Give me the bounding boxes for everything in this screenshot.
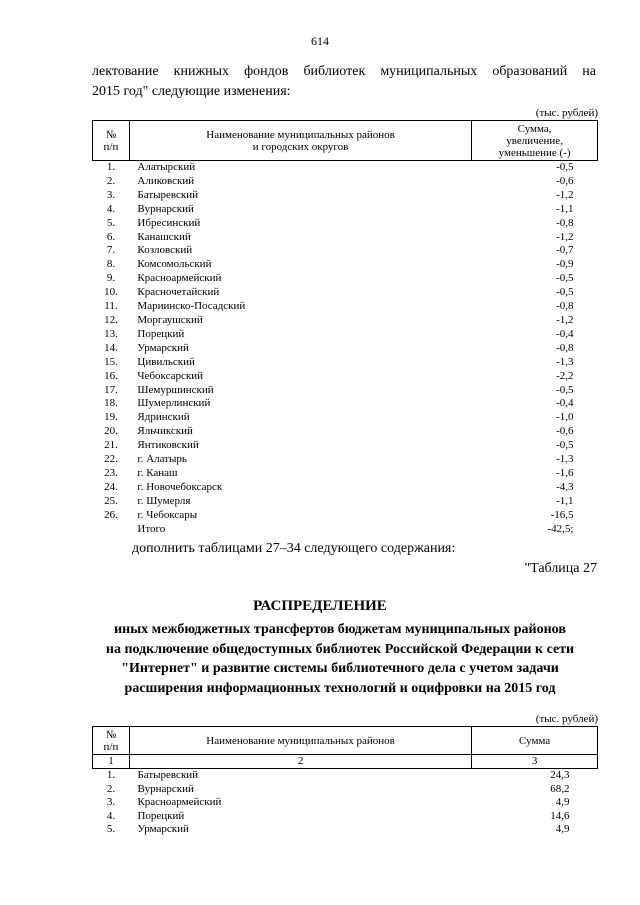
district-name: Канашский bbox=[137, 230, 191, 243]
amount: -0,4 bbox=[556, 397, 574, 410]
row-number: 26. bbox=[104, 508, 118, 521]
index-cell: 1 bbox=[93, 755, 130, 769]
amount: 14,6 bbox=[550, 809, 570, 822]
row-number: 8. bbox=[106, 258, 116, 271]
row-number: 2. bbox=[106, 782, 116, 795]
district-name: Батыревский bbox=[137, 769, 199, 782]
heading-line-4: расширения информационных технологий и оцифровки на 2015 год bbox=[124, 680, 556, 696]
amount: -0,5 bbox=[556, 286, 574, 299]
row-number: 16. bbox=[104, 369, 118, 382]
table-row bbox=[93, 495, 598, 509]
row-number: 2. bbox=[106, 174, 116, 187]
continuation-text: дополнить таблицами 27–34 следующего содержания: bbox=[132, 541, 456, 556]
table-row bbox=[93, 328, 598, 342]
district-name: Козловский bbox=[137, 244, 193, 257]
row-number: 6. bbox=[106, 230, 116, 243]
row-number: 10. bbox=[104, 286, 118, 299]
table-row bbox=[93, 467, 598, 481]
district-name: г. Шумерля bbox=[137, 494, 191, 507]
row-number: 1. bbox=[106, 769, 116, 782]
page-number: 614 bbox=[311, 34, 329, 48]
header-name-line2: и городских округов bbox=[252, 140, 349, 153]
header-sum-line3: уменьшение (-) bbox=[498, 146, 571, 159]
row-number: 7. bbox=[106, 244, 116, 257]
table-row bbox=[93, 217, 598, 231]
row-number: 22. bbox=[104, 453, 118, 466]
amount: 24,3 bbox=[550, 769, 570, 782]
heading-line-3: "Интернет" и развитие системы библиотечного дела с учетом задачи bbox=[121, 661, 559, 676]
table-row bbox=[93, 244, 598, 258]
table-row bbox=[93, 189, 598, 203]
header-sum-line1: Сумма, bbox=[517, 122, 552, 135]
table2-header-row bbox=[93, 727, 598, 755]
district-name: Шумерлинский bbox=[137, 397, 211, 410]
district-name: Урмарский bbox=[137, 341, 189, 354]
row-number: 23. bbox=[104, 466, 118, 479]
table1-header-name bbox=[129, 121, 471, 161]
row-number: 25. bbox=[104, 494, 118, 507]
total-row bbox=[93, 523, 598, 537]
district-name: Цивильский bbox=[137, 355, 195, 368]
amount: -0,6 bbox=[556, 174, 574, 187]
table1-header-row bbox=[93, 121, 598, 161]
header-name-line1: Наименование муниципальных районов bbox=[206, 128, 395, 141]
table-row bbox=[93, 425, 598, 439]
amount: -0,6 bbox=[556, 425, 574, 438]
district-name: Аликовский bbox=[137, 174, 195, 187]
amount: -1,1 bbox=[556, 494, 574, 507]
table-row bbox=[93, 231, 598, 245]
district-name: Ядринский bbox=[137, 411, 190, 424]
district-name: Красноармейский bbox=[137, 796, 222, 809]
district-name: Урмарский bbox=[137, 823, 189, 836]
amount: -0,5 bbox=[556, 272, 574, 285]
table1-unit: (тыс. рублей) bbox=[535, 107, 598, 119]
amount: -0,9 bbox=[556, 258, 574, 271]
table-row bbox=[93, 810, 598, 823]
header-no-line2: п/п bbox=[103, 140, 119, 153]
row-number: 13. bbox=[104, 327, 118, 340]
row-number: 9. bbox=[106, 272, 116, 285]
row-number: 20. bbox=[104, 425, 118, 438]
heading-line-1: иных межбюджетных трансфертов бюджетам муниципальных районов bbox=[114, 622, 566, 637]
row-number: 24. bbox=[104, 480, 118, 493]
amount: -1,2 bbox=[556, 230, 574, 243]
amount: -1,0 bbox=[556, 411, 574, 424]
table-row bbox=[93, 411, 598, 425]
t2-header-no-line2: п/п bbox=[103, 740, 119, 753]
row-number: 3. bbox=[106, 796, 116, 809]
table2-unit: (тыс. рублей) bbox=[535, 713, 598, 725]
table1-header-sum bbox=[472, 121, 598, 161]
district-name: Вурнарский bbox=[137, 202, 194, 215]
district-name: Янтиковский bbox=[137, 439, 199, 452]
intro-line-2: 2015 год" следующие изменения: bbox=[92, 84, 291, 99]
table-row bbox=[93, 769, 598, 783]
table-row bbox=[93, 175, 598, 189]
header-sum-line2: увеличение, bbox=[506, 134, 563, 147]
district-name: г. Чебоксары bbox=[137, 508, 198, 521]
amount: -16,5 bbox=[550, 508, 574, 521]
table-row bbox=[93, 453, 598, 467]
table-row bbox=[93, 300, 598, 314]
intro-line-1: лектование книжных фондов библиотек муниципальных образований на bbox=[92, 64, 596, 79]
row-number: 3. bbox=[106, 188, 116, 201]
amount: -1,3 bbox=[556, 355, 574, 368]
district-name: Комсомольский bbox=[137, 258, 212, 271]
amount: -1,6 bbox=[556, 466, 574, 479]
table-row bbox=[93, 481, 598, 495]
row-number: 12. bbox=[104, 313, 118, 326]
row-number: 1. bbox=[106, 161, 116, 173]
heading-title: РАСПРЕДЕЛЕНИЕ bbox=[253, 598, 387, 614]
district-name: Чебоксарский bbox=[137, 369, 204, 382]
table-row bbox=[93, 397, 598, 411]
table-row bbox=[93, 796, 598, 809]
row-number: 5. bbox=[106, 216, 116, 229]
header-no-line1: № bbox=[105, 128, 117, 141]
t2-header-no-line1: № bbox=[105, 728, 117, 741]
row-number: 4. bbox=[106, 202, 116, 215]
row-number: 11. bbox=[104, 300, 118, 313]
amount: -1,3 bbox=[556, 453, 574, 466]
district-name: Вурнарский bbox=[137, 782, 194, 795]
amount: -0,5 bbox=[556, 161, 574, 173]
district-name: г. Новочебоксарск bbox=[137, 480, 223, 493]
table-row bbox=[93, 203, 598, 217]
table-row bbox=[93, 314, 598, 328]
row-number: 5. bbox=[106, 823, 116, 836]
amount: -0,7 bbox=[556, 244, 574, 257]
district-name: Красноармейский bbox=[137, 272, 222, 285]
amount: -1,2 bbox=[556, 313, 574, 326]
index-cell: 2 bbox=[129, 755, 471, 769]
table-row bbox=[93, 356, 598, 370]
heading-line-2: на подключение общедоступных библиотек Российской Федерации к сети bbox=[105, 641, 575, 657]
table-row bbox=[93, 370, 598, 384]
row-number: 17. bbox=[104, 383, 118, 396]
amount: -1,2 bbox=[556, 188, 574, 201]
table1-header-no bbox=[93, 121, 130, 161]
table-row bbox=[93, 342, 598, 356]
table-label: "Таблица 27 bbox=[524, 561, 597, 576]
amount: 4,9 bbox=[555, 823, 570, 836]
index-cell: 3 bbox=[472, 755, 598, 769]
district-name: г. Алатырь bbox=[137, 453, 187, 466]
table-row bbox=[93, 509, 598, 523]
amount: -0,8 bbox=[556, 216, 574, 229]
total-amount: -42,5; bbox=[547, 522, 574, 535]
table2-header-name: Наименование муниципальных районов bbox=[129, 727, 471, 755]
row-number: 19. bbox=[104, 411, 118, 424]
amount: -1,1 bbox=[556, 202, 574, 215]
table-2 bbox=[92, 726, 598, 836]
district-name: Мариинско-Посадский bbox=[137, 300, 246, 313]
row-number: 15. bbox=[104, 355, 118, 368]
amount: -0,5 bbox=[556, 383, 574, 396]
district-name: Ибресинский bbox=[137, 216, 201, 229]
amount: -0,4 bbox=[556, 327, 574, 340]
row-number-empty bbox=[93, 523, 130, 537]
intro-paragraph bbox=[92, 62, 596, 102]
heading-subtitle bbox=[80, 620, 600, 698]
amount: -0,8 bbox=[556, 300, 574, 313]
amount: -0,8 bbox=[556, 341, 574, 354]
total-label: Итого bbox=[137, 522, 166, 535]
table-row bbox=[93, 272, 598, 286]
district-name: Порецкий bbox=[137, 327, 185, 340]
row-number: 4. bbox=[106, 809, 116, 822]
amount: -0,5 bbox=[556, 439, 574, 452]
table-row bbox=[93, 258, 598, 272]
row-number: 14. bbox=[104, 341, 118, 354]
amount: -2,2 bbox=[556, 369, 574, 382]
district-name: Порецкий bbox=[137, 809, 185, 822]
table-row bbox=[93, 286, 598, 300]
amount: 4,9 bbox=[555, 796, 570, 809]
row-number: 18. bbox=[104, 397, 118, 410]
district-name: Шемуршинский bbox=[137, 383, 214, 396]
table-row bbox=[93, 161, 598, 175]
table-1 bbox=[92, 120, 598, 536]
district-name: Алатырский bbox=[137, 161, 196, 173]
row-number: 21. bbox=[104, 439, 118, 452]
table-row bbox=[93, 783, 598, 796]
table2-index-row bbox=[93, 755, 598, 769]
amount: -4,3 bbox=[556, 480, 574, 493]
district-name: Батыревский bbox=[137, 188, 199, 201]
table2-header-no bbox=[93, 727, 130, 755]
amount: 68,2 bbox=[550, 782, 570, 795]
district-name: Красночетайский bbox=[137, 286, 220, 299]
table2-header-sum: Сумма bbox=[472, 727, 598, 755]
table-row bbox=[93, 439, 598, 453]
district-name: Моргаушский bbox=[137, 313, 203, 326]
district-name: г. Канаш bbox=[137, 466, 178, 479]
table-row bbox=[93, 823, 598, 836]
district-name: Яльчикский bbox=[137, 425, 193, 438]
table-row bbox=[93, 384, 598, 398]
